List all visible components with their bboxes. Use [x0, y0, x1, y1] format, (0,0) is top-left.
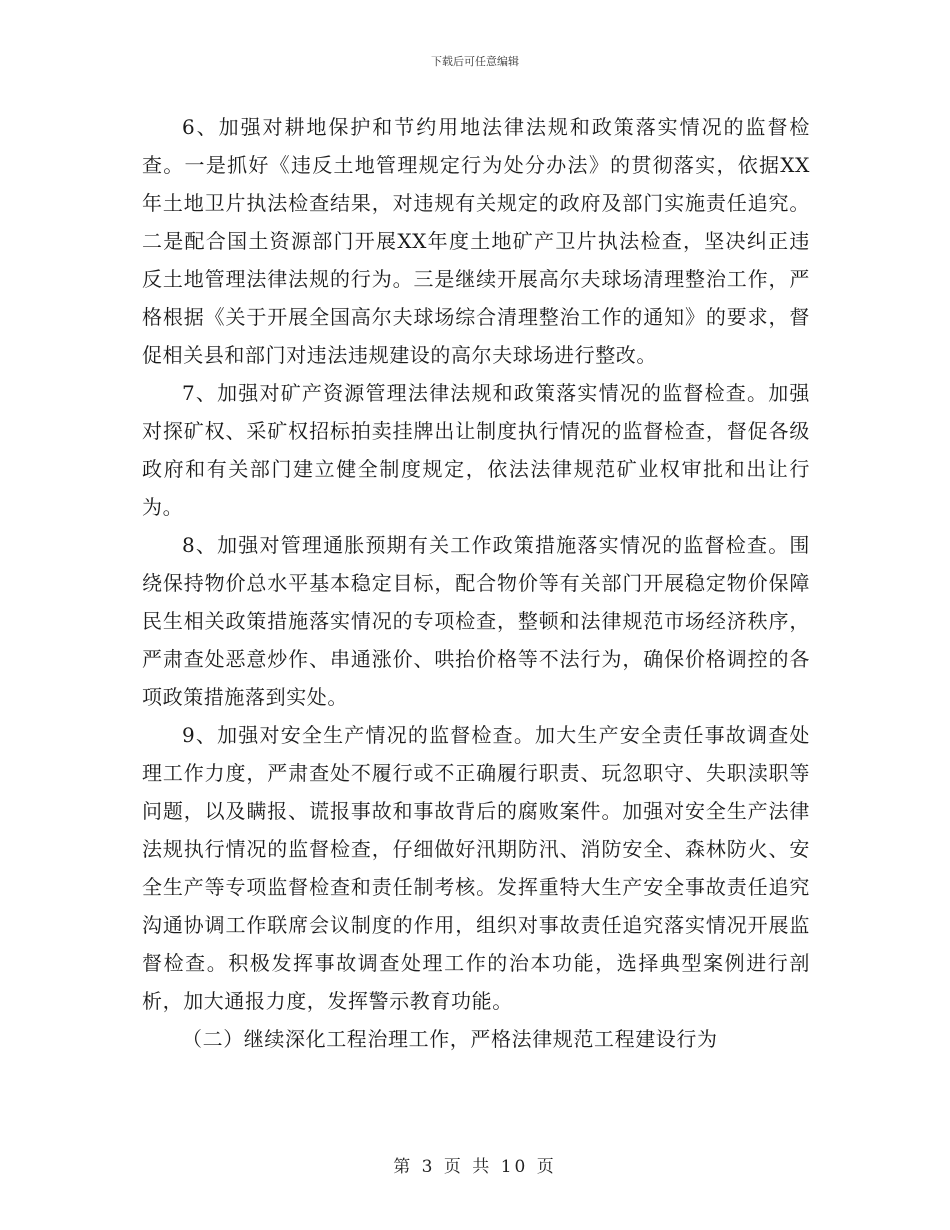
- section-subheading: （二）继续深化工程治理工作，严格法律规范工程建设行为: [182, 1027, 718, 1051]
- header-note: 下载后可任意编辑: [431, 55, 519, 68]
- paragraph-6: 6、加强对耕地保护和节约用地法律法规和政策落实情况的监督检查。一是抓好《违反土地管理规定行为处分办法》的贯彻落实，依据XX年土地卫片执法检查结果，对违规有关规定的政府及部门实施责任追究。二是配合国土资源部门开展XX年度土地矿产卫片执法检查，坚决纠正违反土地管理法律法规的行为。三是继续开展高尔夫球场清理整治工作，严格根据《关于开展全国高尔夫球场综合清理整治工作的通知》的要求，督促相关县和部门对违法违规建设的高尔夫球场进行整改。: [142, 115, 810, 367]
- page-number-footer: 第 3 页 共 10 页: [393, 1157, 557, 1177]
- paragraph-9: 9、加强对安全生产情况的监督检查。加大生产安全责任事故调查处理工作力度，严肃查处不履行或不正确履行职责、玩忽职守、失职渎职等问题，以及瞒报、谎报事故和事故背后的腐败案件。加强对安全生产法律法规执行情况的监督检查，仔细做好汛期防汛、消防安全、森林防火、安全生产等专项监督检查和责任制考核。发挥重特大生产安全事故责任追究沟通协调工作联席会议制度的作用，组织对事故责任追究落实情况开展监督检查。积极发挥事故调查处理工作的治本功能，选择典型案例进行剖析，加大通报力度，发挥警示教育功能。: [142, 723, 810, 1013]
- paragraph-8: 8、加强对管理通胀预期有关工作政策措施落实情况的监督检查。围绕保持物价总水平基本稳定目标，配合物价等有关部门开展稳定物价保障民生相关政策措施落实情况的专项检查，整顿和法律规范市场经济秩序，严肃查处恶意炒作、串通涨价、哄抬价格等不法行为，确保价格调控的各项政策措施落到实处。: [142, 533, 810, 709]
- paragraph-7: 7、加强对矿产资源管理法律法规和政策落实情况的监督检查。加强对探矿权、采矿权招标拍卖挂牌出让制度执行情况的监督检查，督促各级政府和有关部门建立健全制度规定，依法法律规范矿业权审批和出让行为。: [142, 381, 810, 519]
- document-body: [142, 108, 810, 1058]
